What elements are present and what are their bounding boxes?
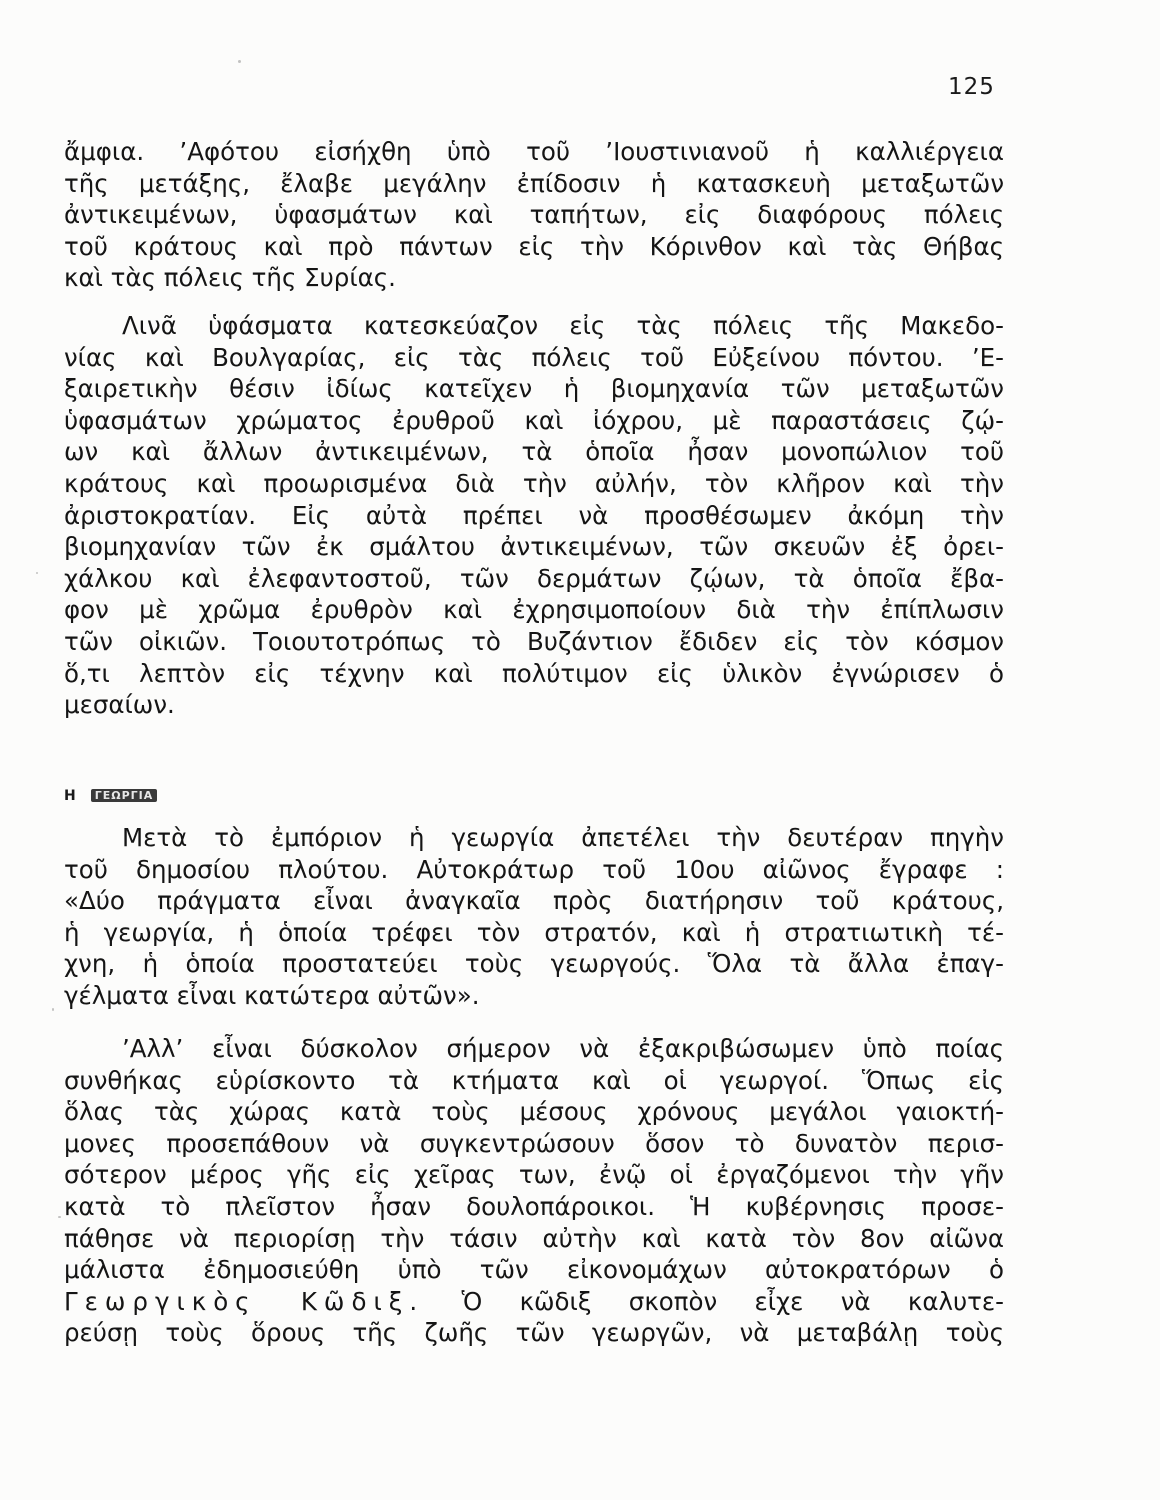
text-line: ὅ,τι λεπτὸν εἰς τέχνην καὶ πολύτιμον εἰς ὑλικὸν ἐγνώρισεν ὁ [64,658,1004,688]
text-line: ὅλας τὰς χώρας κατὰ τοὺς μέσους χρόνους μεγάλοι γαιοκτή- [64,1097,1004,1127]
text-line: μονες προσεπάθουν νὰ συγκεντρώσουν ὅσον τὸ δυνατὸν περισ- [64,1128,1004,1158]
scan-speck [58,1216,61,1218]
scan-speck [36,572,38,574]
spaced-term: Γεωργικὸς Κῶδιξ. [64,1286,425,1316]
text-line: σότερον μέρος γῆς εἰς χεῖρας των, ἐνῷ οἱ ἐργαζόμενοι τὴν γῆν [64,1160,1004,1190]
text-line: ἡ γεωργία, ἡ ὁποία τρέφει τὸν στρατόν, καὶ ἡ στρατιωτικὴ τέ- [64,917,1004,947]
text-line: κατὰ τὸ πλεῖστον ἦσαν δουλοπάροικοι. Ἡ κυβέρνησις προσε- [64,1191,1004,1221]
text-line: ἀριστοκρατίαν. Εἰς αὐτὰ πρέπει νὰ προσθέσωμεν ἀκόμη τὴν [64,500,1004,530]
text-line: βιομηχανίαν τῶν ἐκ σμάλτου ἀντικειμένων, τῶν σκευῶν ἐξ ὀρει- [64,532,1004,562]
text-line-rest: Ὁ κῶδιξ σκοπὸν εἶχε νὰ καλυτε- [461,1286,1004,1316]
text-line: χνη, ἡ ὁποία προστατεύει τοὺς γεωργούς. Ὅλα τὰ ἄλλα ἐπαγ- [64,949,1004,979]
text-line: Μετὰ τὸ ἐμπόριον ἡ γεωργία ἀπετέλει τὴν δευτέραν πηγὴν [122,823,1004,852]
paragraph-linen-and-crafts [64,310,1004,721]
text-line: τῆς μετάξης, ἔλαβε μεγάλην ἐπίδοσιν ἡ κατασκευὴ μεταξωτῶν [64,168,1004,198]
text-line: ἀντικειμένων, ὑφασμάτων καὶ ταπήτων, εἰς διαφόρους πόλεις [64,200,1004,230]
heading-word: ΓΕΩΡΓΙΑ [91,789,158,802]
text-line: νίας καὶ Βουλγαρίας, εἰς τὰς πόλεις τοῦ Εὐξείνου πόντου. ’Ε- [64,342,1004,372]
text-line: ξαιρετικὴν θέσιν ἰδίως κατεῖχεν ἡ βιομηχανία τῶν μεταξωτῶν [64,374,1004,404]
paragraph-agriculture [64,822,1004,1012]
scan-speck [238,60,241,63]
text-line: «Δύο πράγματα εἶναι ἀναγκαῖα πρὸς διατήρησιν τοῦ κράτους, [64,886,1004,916]
text-line: συνθήκας εὑρίσκοντο τὰ κτήματα καὶ οἱ γεωργοί. Ὅπως εἰς [64,1065,1004,1095]
text-line: φον μὲ χρῶμα ἐρυθρὸν καὶ ἐχρησιμοποίουν διὰ τὴν ἐπίπλωσιν [64,595,1004,625]
text-line: ’Αλλ’ εἶναι δύσκολον σήμερον νὰ ἐξακριβώσωμεν ὑπὸ ποίας [122,1034,1004,1063]
text-line: γέλματα εἶναι κατώτερα αὐτῶν». [64,980,480,1010]
text-line: τῶν οἰκιῶν. Τοιουτοτρόπως τὸ Βυζάντιον ἔδιδεν εἰς τὸν κόσμον [64,626,1004,656]
text-line: Λινᾶ ὑφάσματα κατεσκεύαζον εἰς τὰς πόλεις τῆς Μακεδο- [122,311,1004,340]
text-line: ρεύσῃ τοὺς ὅρους τῆς ζωῆς τῶν γεωργῶν, νὰ μεταβάλῃ τοὺς [64,1318,1004,1348]
scan-speck [52,1008,54,1011]
text-line: κράτους καὶ προωρισμένα διὰ τὴν αὐλήν, τὸν κλῆρον καὶ τὴν [64,468,1004,498]
paragraph-landowners [64,1033,1004,1349]
text-line: τοῦ δημοσίου πλούτου. Αὐτοκράτωρ τοῦ 10ου αἰῶνος ἔγραφε : [64,854,1004,884]
text-line: μάλιστα ἐδημοσιεύθη ὑπὸ τῶν εἰκονομάχων αὐτοκρατόρων ὁ [64,1255,1004,1285]
text-line: τοῦ κράτους καὶ πρὸ πάντων εἰς τὴν Κόρινθον καὶ τὰς Θήβας [64,231,1004,261]
text-line [64,1286,1004,1318]
text-line: μεσαίων. [64,690,175,720]
heading-prefix: Η [64,788,77,804]
text-line: χάλκου καὶ ἐλεφαντοστοῦ, τῶν δερμάτων ζῴων, τὰ ὁποῖα ἔβα- [64,563,1004,593]
text-line: ὑφασμάτων χρώματος ἐρυθροῦ καὶ ἰόχρου, μὲ παραστάσεις ζῴ- [64,405,1004,435]
text-line: καὶ τὰς πόλεις τῆς Συρίας. [64,263,396,293]
section-heading [64,788,157,804]
text-line: ων καὶ ἄλλων ἀντικειμένων, τὰ ὁποῖα ἦσαν μονοπώλιον τοῦ [64,437,1004,467]
paragraph-silk-industry [64,136,1004,294]
text-line: ἄμφια. ’Αφότου εἰσήχθη ὑπὸ τοῦ ’Ιουστινιανοῦ ἡ καλλιέργεια [64,137,1004,166]
text-line: πάθησε νὰ περιορίσῃ τὴν τάσιν αὐτὴν καὶ κατὰ τὸν 8ον αἰῶνα [64,1223,1004,1253]
page-number: 125 [948,74,995,100]
